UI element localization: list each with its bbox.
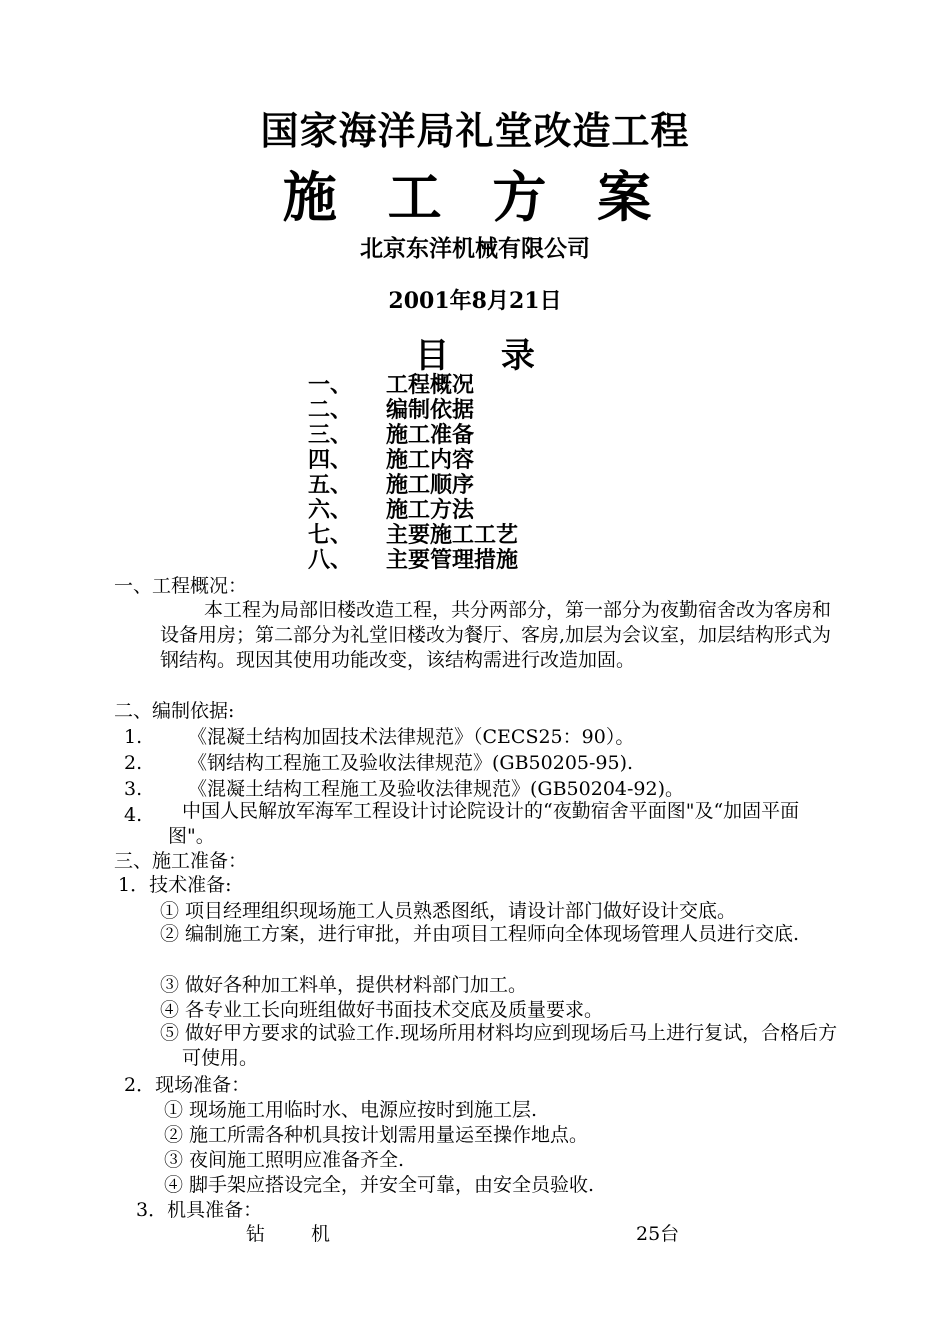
toc-item: [308, 373, 474, 398]
toc-item: [308, 498, 474, 523]
list-item: ④ 脚手架应搭设完全，并安全可靠，由安全员验收.: [164, 1174, 595, 1196]
toc-item-number: 六、: [308, 497, 353, 523]
list-item-number: 3.: [124, 778, 143, 800]
list-item: ③ 夜间施工照明应准备齐全.: [164, 1149, 405, 1171]
toc-item-number: 三、: [308, 422, 353, 448]
list-item: ⑤ 做好甲方要求的试验工作.现场所用材料均应到现场后马上进行复试，合格后方可使用。: [160, 1022, 838, 1069]
toc-item: [308, 423, 474, 448]
document-title: 国家海洋局礼堂改造工程: [260, 108, 690, 153]
list-item-number: 4.: [124, 804, 143, 826]
section-heading: 二、编制依据:: [114, 700, 235, 722]
list-item: ④ 各专业工长向班组做好书面技术交底及质量要求。: [160, 999, 604, 1021]
list-item-text: 《钢结构工程施工及验收法律规范》(GB50205-95).: [188, 752, 634, 774]
equipment-name: 钻机: [246, 1223, 377, 1245]
toc-item-label: 施工方法: [386, 497, 475, 523]
toc-item-number: 八、: [308, 547, 353, 573]
toc-item-label: 施工顺序: [386, 472, 475, 498]
subsection-heading: 3．机具准备：: [136, 1199, 263, 1221]
list-item: ② 编制施工方案，进行审批，并由项目工程师向全体现场管理人员进行交底.: [160, 923, 800, 945]
toc-item-number: 四、: [308, 447, 353, 473]
document-date: 2001年8月21日: [388, 288, 562, 314]
toc-item: [308, 398, 474, 423]
toc-item: [308, 448, 474, 473]
toc-item-label: 施工内容: [386, 447, 475, 473]
equipment-quantity: 25台: [636, 1223, 680, 1245]
company-name: 北京东洋机械有限公司: [360, 235, 590, 262]
toc-item: [308, 523, 518, 548]
list-item-text: 《混凝土结构加固技术法律规范》（CECS25：90）。: [188, 726, 635, 748]
list-item-text: 中国人民解放军海军工程设计讨论院设计的“夜勤宿舍平面图"及“加固平面图"。: [168, 800, 800, 847]
toc-item-label: 编制依据: [386, 397, 475, 423]
list-item: [124, 750, 633, 776]
list-item-text: 《混凝土结构工程施工及验收法律规范》(GB50204-92)。: [188, 778, 685, 800]
toc-item-number: 一、: [308, 372, 353, 398]
list-item: ① 项目经理组织现场施工人员熟悉图纸，请设计部门做好设计交底。: [160, 900, 737, 922]
toc-item: [308, 473, 474, 498]
subsection-heading: 2．现场准备：: [124, 1074, 251, 1096]
document-subtitle: 施 工 方 案: [282, 165, 668, 229]
toc-item-label: 施工准备: [386, 422, 475, 448]
toc-item-number: 五、: [308, 472, 353, 498]
toc-item-label: 主要施工工艺: [386, 522, 519, 548]
toc-title: 目 录: [415, 336, 555, 376]
section-paragraph: 本工程为局部旧楼改造工程，共分两部分，第一部分为夜勤宿舍改为客房和设备用房；第二部分为礼堂旧楼改为餐厅、客房,加层为会议室，加层结构形式为钢结构。现因其使用功能改变，该结构需进行改造加固。: [160, 599, 832, 671]
toc-item: [308, 548, 518, 573]
list-item-number: 1.: [124, 726, 143, 748]
section-heading: 三、施工准备：: [114, 850, 248, 872]
toc-item-number: 七、: [308, 522, 353, 548]
section-heading: 一、工程概况：: [114, 575, 248, 597]
list-item: [124, 724, 634, 750]
toc-item-number: 二、: [308, 397, 353, 423]
toc-item-label: 主要管理措施: [386, 547, 519, 573]
list-item: ③ 做好各种加工料单，提供材料部门加工。: [160, 974, 528, 996]
subsection-heading: 1．技术准备:: [118, 874, 232, 896]
list-item-number: 2.: [124, 752, 143, 774]
list-item: ② 施工所需各种机具按计划需用量运至操作地点。: [164, 1124, 589, 1146]
list-item: ① 现场施工用临时水、电源应按时到施工层.: [164, 1099, 538, 1121]
toc-item-label: 工程概况: [386, 372, 475, 398]
